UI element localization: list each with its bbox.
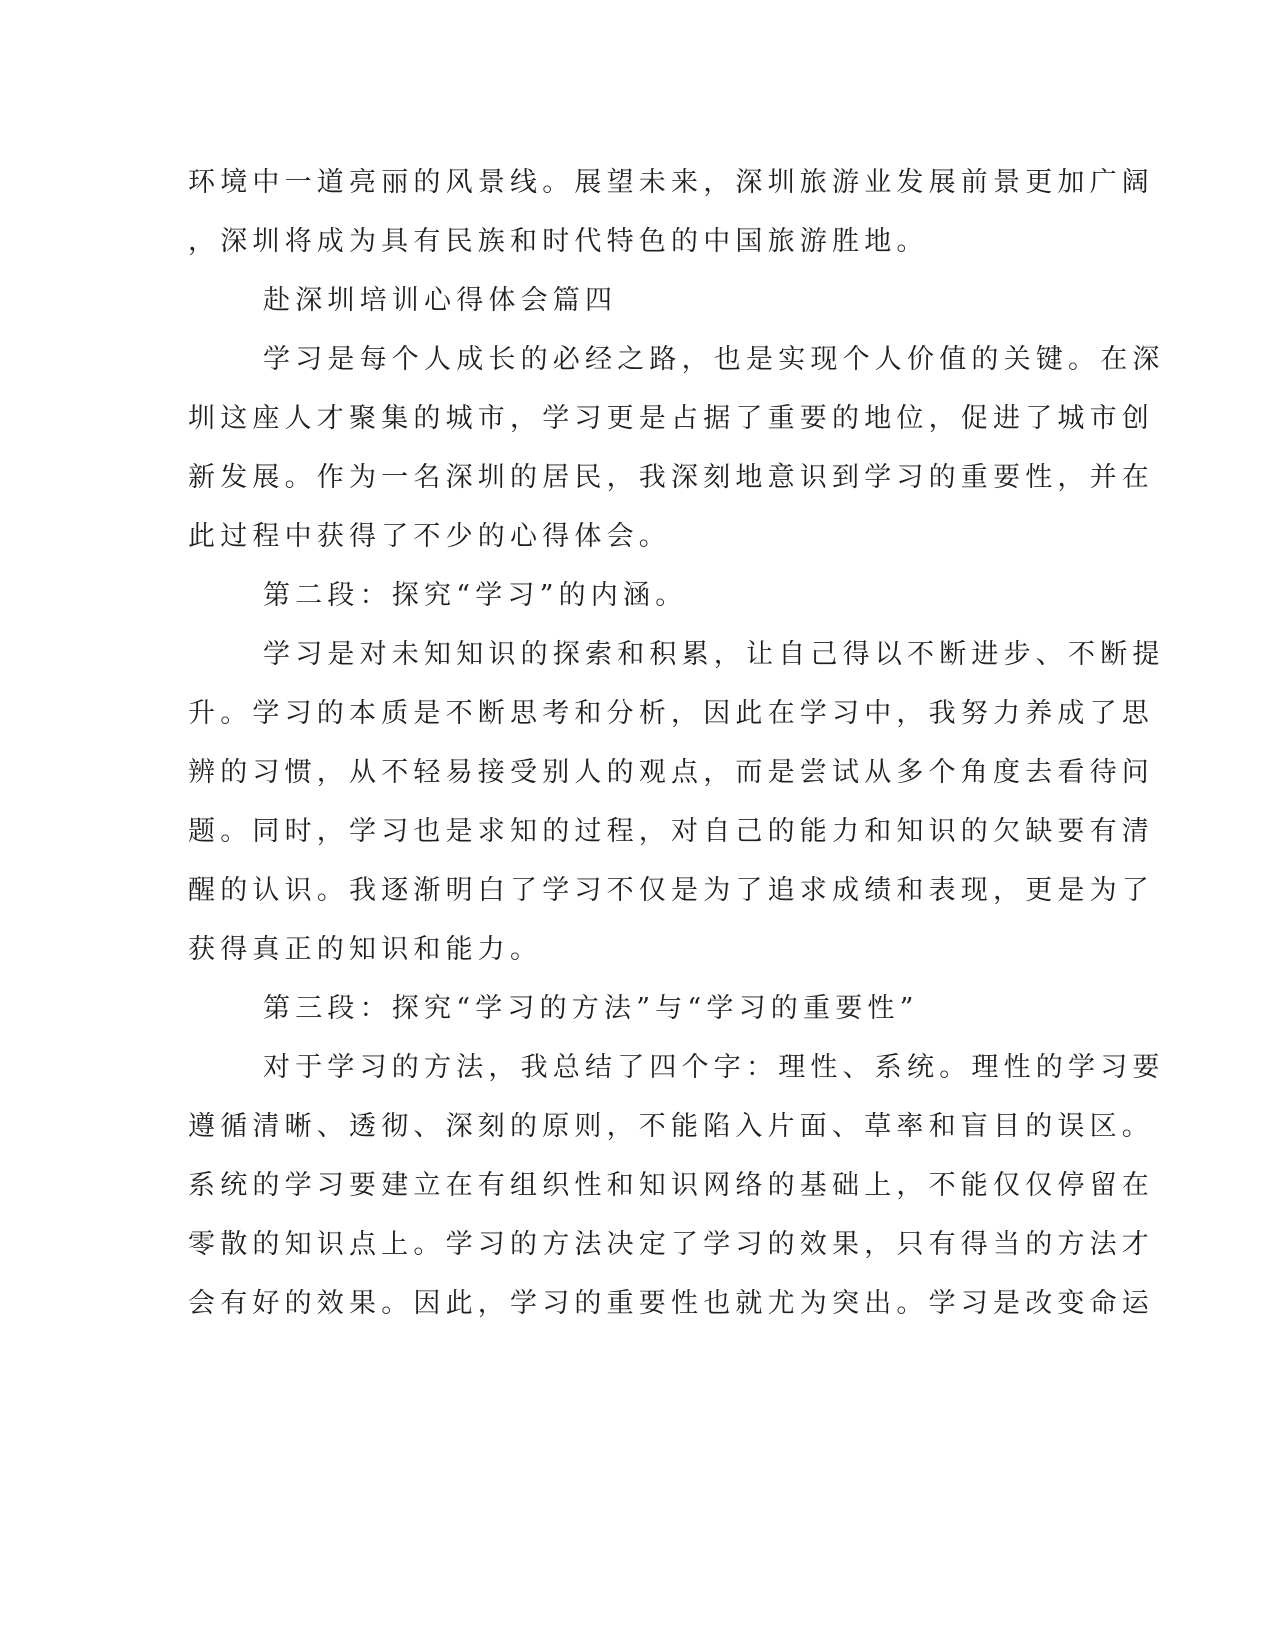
text-line-7: 此过程中获得了不少的心得体会。: [188, 521, 671, 552]
text-line-4: 学习是每个人成长的必经之路，也是实现个人价值的关键。在深: [263, 344, 1165, 375]
text-line-2: ，深圳将成为具有民族和时代特色的中国旅游胜地。: [188, 226, 929, 257]
text-line-6: 新发展。作为一名深圳的居民，我深刻地意识到学习的重要性，并在: [188, 462, 1154, 493]
text-line-17: 遵循清晰、透彻、深刻的原则，不能陷入片面、草率和盲目的误区。: [188, 1111, 1154, 1142]
text-line-12: 题。同时，学习也是求知的过程，对自己的能力和知识的欠缺要有清: [188, 816, 1154, 847]
text-line-11: 辨的习惯，从不轻易接受别人的观点，而是尝试从多个角度去看待问: [188, 757, 1154, 788]
section-heading-4: 赴深圳培训心得体会篇四: [263, 285, 618, 316]
text-line-18: 系统的学习要建立在有组织性和知识网络的基础上，不能仅仅停留在: [188, 1170, 1154, 1201]
paragraph-heading-3: 第三段：探究“学习的方法”与“学习的重要性”: [263, 993, 919, 1024]
text-line-10: 升。学习的本质是不断思考和分析，因此在学习中，我努力养成了思: [188, 698, 1154, 729]
text-line-1: 环境中一道亮丽的风景线。展望未来，深圳旅游业发展前景更加广阔: [188, 167, 1154, 198]
text-line-14: 获得真正的知识和能力。: [188, 934, 543, 965]
text-line-16: 对于学习的方法，我总结了四个字：理性、系统。理性的学习要: [263, 1052, 1165, 1083]
text-line-9: 学习是对未知知识的探索和积累，让自己得以不断进步、不断提: [263, 639, 1165, 670]
text-line-5: 圳这座人才聚集的城市，学习更是占据了重要的地位，促进了城市创: [188, 403, 1154, 434]
text-line-13: 醒的认识。我逐渐明白了学习不仅是为了追求成绩和表现，更是为了: [188, 875, 1154, 906]
text-line-19: 零散的知识点上。学习的方法决定了学习的效果，只有得当的方法才: [188, 1229, 1154, 1260]
paragraph-heading-2: 第二段：探究“学习”的内涵。: [263, 580, 688, 611]
text-line-20: 会有好的效果。因此，学习的重要性也就尤为突出。学习是改变命运: [188, 1288, 1154, 1319]
